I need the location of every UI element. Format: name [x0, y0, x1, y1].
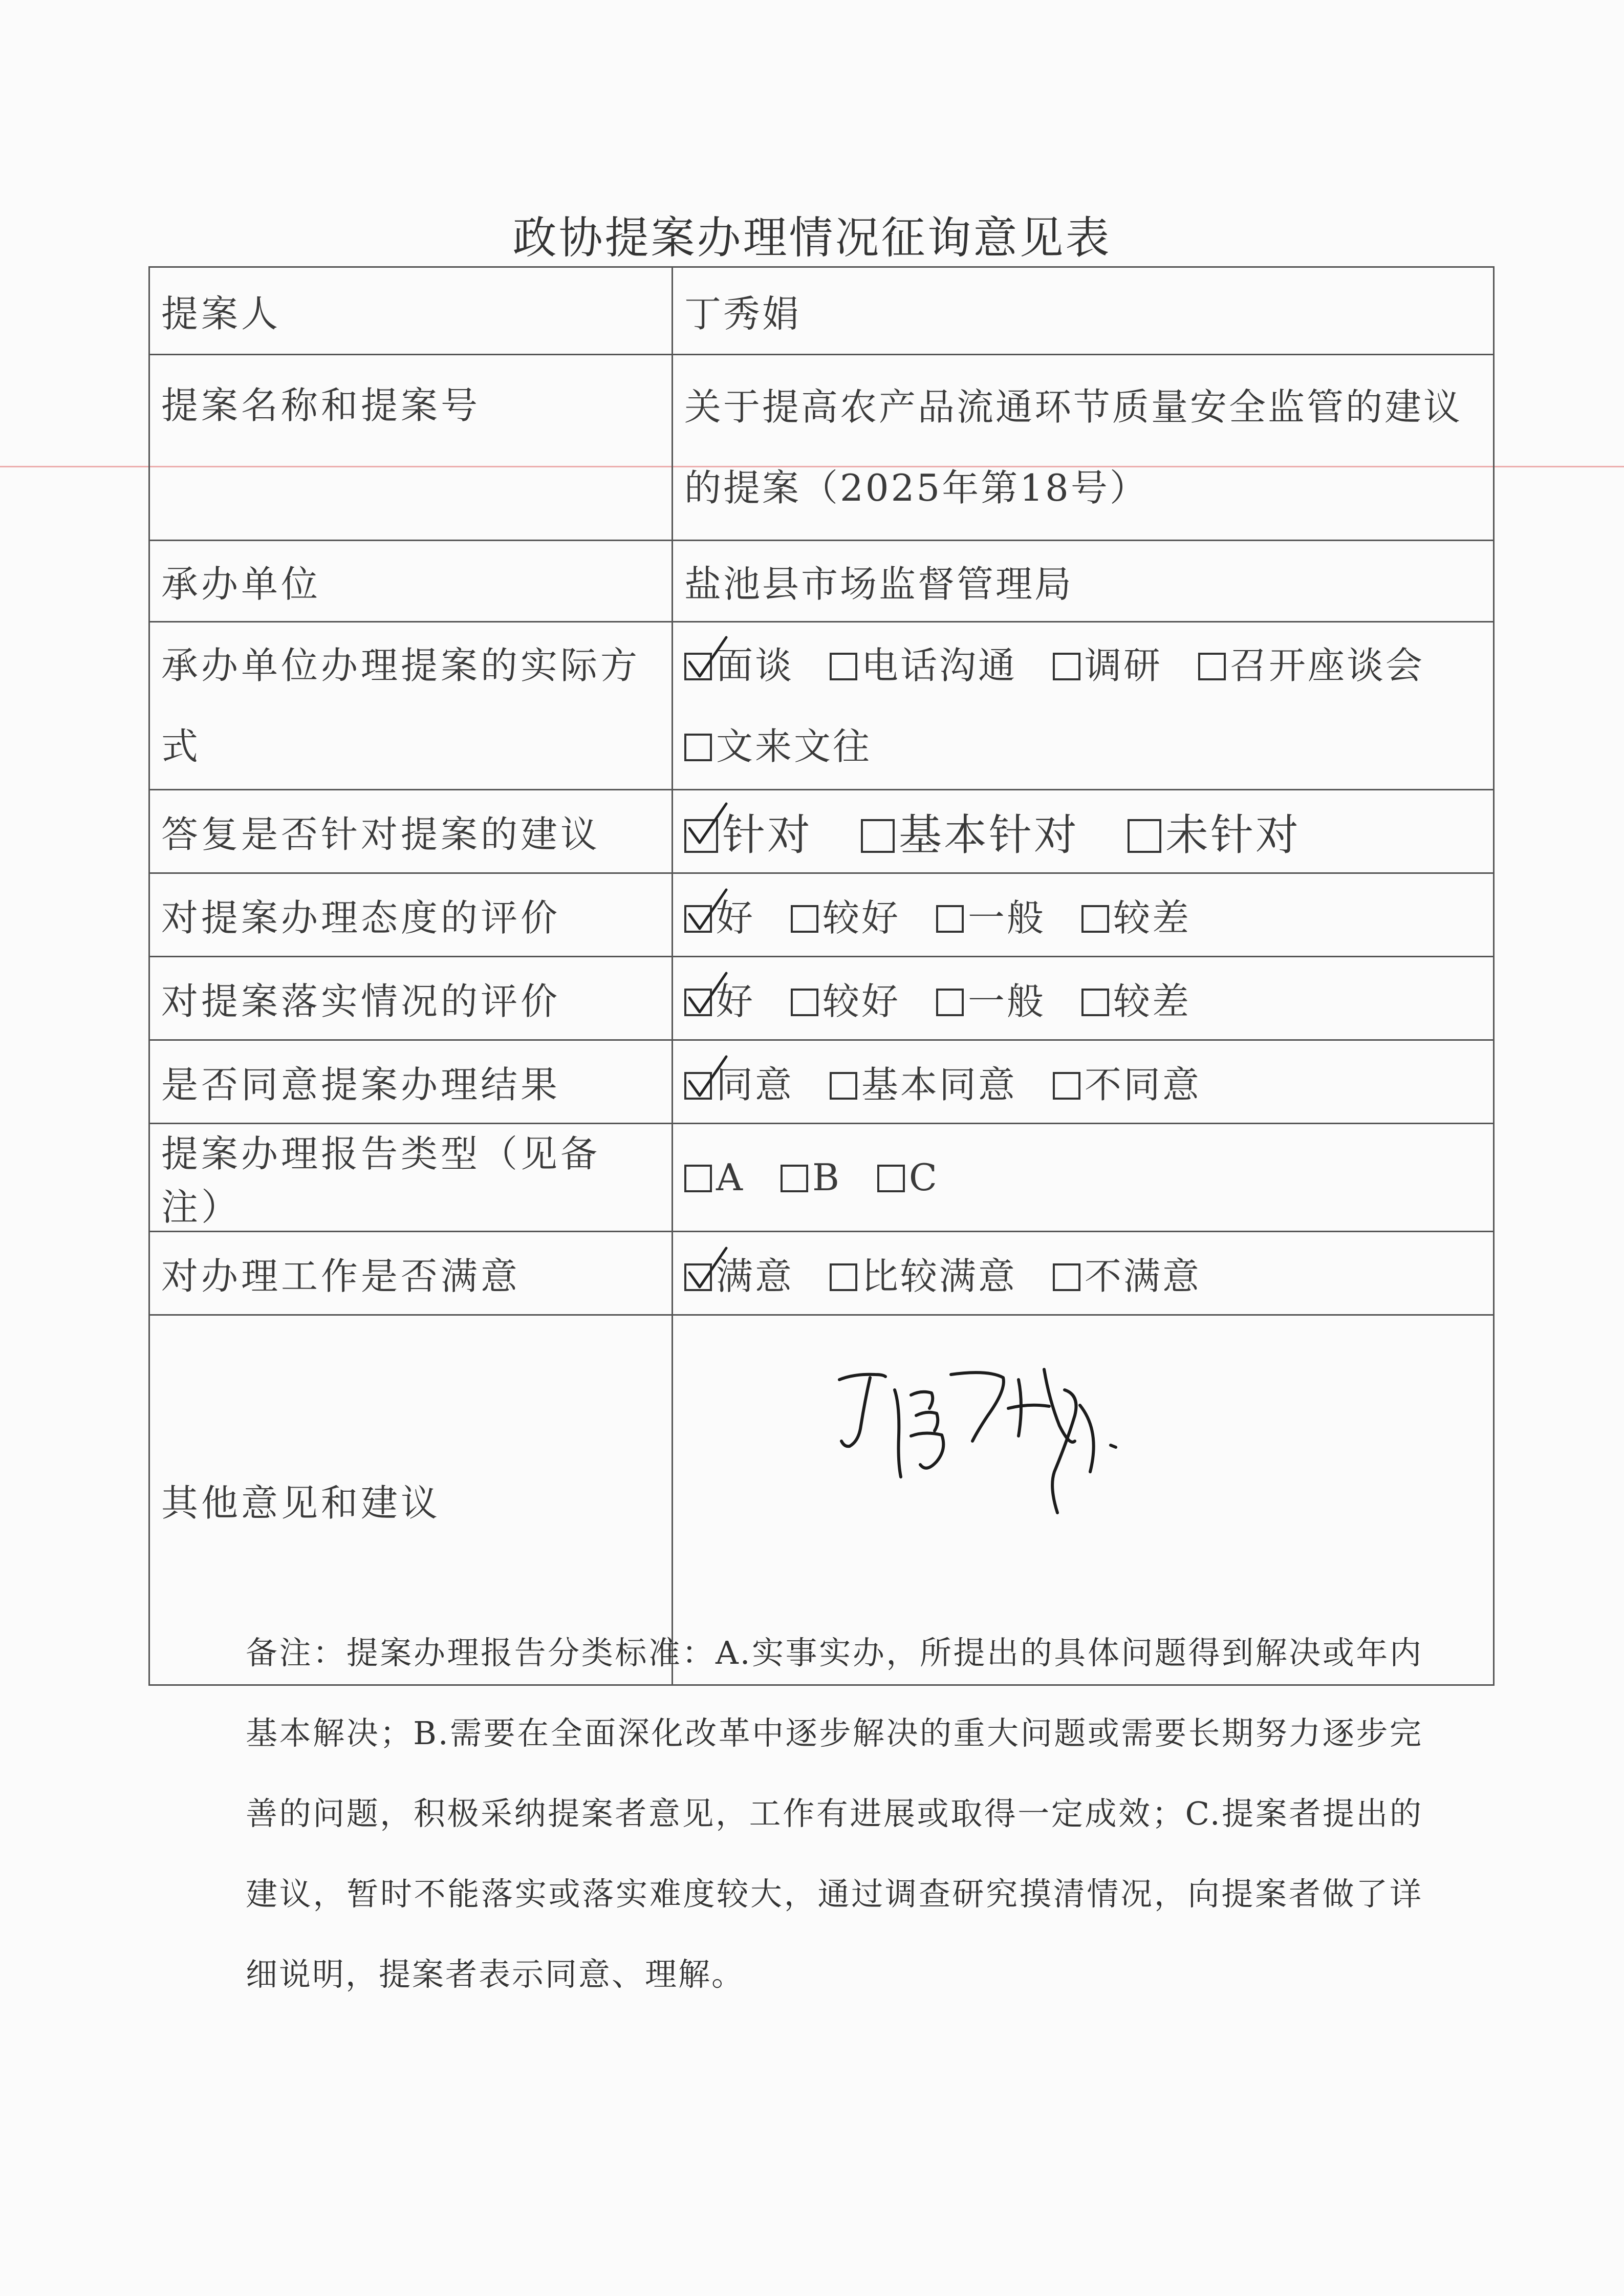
checkbox-option-method[interactable]	[684, 625, 794, 706]
options-implementation	[684, 972, 1482, 1025]
options-satisfied	[684, 1247, 1482, 1300]
checked-box-icon[interactable]	[684, 653, 712, 680]
row-targeted	[149, 790, 1494, 873]
checkbox-option-satisfied[interactable]	[684, 1247, 794, 1300]
options-attitude	[684, 888, 1482, 941]
label-satisfied: 对办理工作是否满意	[149, 1232, 673, 1315]
checkbox-label: 较好	[822, 980, 901, 1023]
row-unit	[149, 541, 1494, 622]
unchecked-box-icon[interactable]	[1081, 989, 1109, 1016]
unchecked-box-icon[interactable]	[684, 734, 712, 761]
page-title: 政协提案办理情况征询意见表	[512, 212, 1112, 264]
opinion-form-table	[148, 266, 1495, 1686]
checkbox-label: 较好	[822, 896, 901, 939]
notes-paragraph: 备注：提案办理报告分类标准：A.实事实办，所提出的具体问题得到解决或年内基本解决；B.需要在全面深化改革中逐步解决的重大问题或需要长期努力逐步完善的问题，积极采纳提案者意见，工作有进展或取得一定成效；C.提案者提出的建议，暂时不能落实或落实难度较大，通过调查研究摸清情况，向提案者做了详细说明，提案者表示同意、理解。	[246, 1634, 1423, 1993]
checked-box-icon[interactable]	[684, 819, 718, 853]
checkbox-option-attitude[interactable]	[1081, 888, 1191, 941]
checkbox-label: 未针对	[1165, 809, 1301, 860]
checkbox-option-targeted[interactable]	[861, 801, 1079, 863]
checkbox-label: 不满意	[1085, 1255, 1202, 1298]
unchecked-box-icon[interactable]	[830, 1072, 857, 1100]
value-targeted-cell	[673, 790, 1494, 873]
row-attitude	[149, 873, 1494, 957]
checkbox-label: 召开座谈会	[1230, 643, 1425, 687]
checked-box-icon[interactable]	[684, 1072, 712, 1100]
label-proposal: 提案名称和提案号	[149, 355, 673, 541]
checkbox-option-method[interactable]	[684, 706, 872, 787]
options-agree	[684, 1055, 1482, 1108]
unchecked-box-icon[interactable]	[791, 989, 818, 1016]
checked-box-icon[interactable]	[684, 989, 712, 1016]
label-method-cell	[149, 622, 673, 790]
row-proposer	[149, 267, 1494, 355]
row-implementation	[149, 957, 1494, 1040]
options-report-type	[684, 1156, 1482, 1199]
checkbox-label: 同意	[716, 1063, 794, 1106]
checkbox-option-attitude[interactable]	[936, 888, 1046, 941]
label-method: 承办单位办理提案的实际方式	[161, 643, 641, 768]
row-method	[149, 622, 1494, 790]
checkbox-option-attitude[interactable]	[684, 888, 755, 941]
checkbox-label: 基本针对	[899, 809, 1079, 860]
checkbox-label: C	[908, 1156, 940, 1199]
value-method-cell	[673, 622, 1494, 790]
label-targeted: 答复是否针对提案的建议	[149, 790, 673, 873]
checkbox-option-implementation[interactable]	[684, 972, 755, 1025]
checkbox-label: 比较满意	[861, 1255, 1017, 1298]
value-satisfied-cell	[673, 1232, 1494, 1315]
checkbox-option-agree[interactable]	[830, 1055, 1017, 1108]
checkbox-label: 满意	[716, 1255, 794, 1298]
options-targeted	[684, 801, 1482, 863]
label-proposer: 提案人	[149, 267, 673, 355]
label-other: 其他意见和建议	[149, 1315, 673, 1685]
value-report-type-cell	[673, 1124, 1494, 1232]
checkbox-label: 电话沟通	[861, 643, 1017, 687]
checkbox-option-satisfied[interactable]	[1053, 1247, 1201, 1300]
unchecked-box-icon[interactable]	[830, 653, 857, 680]
checkbox-label: 一般	[968, 980, 1046, 1023]
unchecked-box-icon[interactable]	[791, 905, 818, 933]
value-implementation-cell	[673, 957, 1494, 1040]
value-agree-cell	[673, 1040, 1494, 1124]
label-attitude: 对提案办理态度的评价	[149, 873, 673, 957]
checkbox-option-agree[interactable]	[684, 1055, 794, 1108]
value-proposal: 关于提高农产品流通环节质量安全监管的建议的提案（2025年第18号）	[684, 385, 1463, 509]
value-proposal-cell	[673, 355, 1494, 541]
checkbox-option-report_type[interactable]	[684, 1156, 745, 1199]
label-unit: 承办单位	[149, 541, 673, 622]
options-method	[684, 625, 1482, 787]
unchecked-box-icon[interactable]	[1198, 653, 1226, 680]
unchecked-box-icon[interactable]	[936, 905, 964, 933]
checkbox-option-report_type[interactable]	[781, 1156, 841, 1199]
unchecked-box-icon[interactable]	[1053, 1072, 1080, 1100]
value-proposer: 丁秀娟	[673, 267, 1494, 355]
label-report-type: 提案办理报告类型（见备注）	[149, 1124, 673, 1232]
checkbox-label: A	[716, 1156, 745, 1199]
row-satisfied	[149, 1232, 1494, 1315]
checkbox-option-method[interactable]	[830, 625, 1017, 706]
unchecked-box-icon[interactable]	[936, 989, 964, 1016]
unchecked-box-icon[interactable]	[877, 1165, 905, 1192]
checkbox-option-method[interactable]	[1198, 625, 1424, 706]
checkbox-label: 针对	[722, 809, 813, 860]
checkbox-option-implementation[interactable]	[791, 972, 900, 1025]
checkbox-option-satisfied[interactable]	[830, 1247, 1017, 1300]
unchecked-box-icon[interactable]	[1053, 1263, 1080, 1291]
checkbox-label: 一般	[968, 896, 1046, 939]
checkbox-option-method[interactable]	[1053, 625, 1162, 706]
checkbox-label: 较差	[1113, 980, 1192, 1023]
checkbox-label: 文来文往	[716, 724, 872, 768]
row-agree	[149, 1040, 1494, 1124]
checked-box-icon[interactable]	[684, 905, 712, 933]
value-unit: 盐池县市场监督管理局	[673, 541, 1494, 622]
checkbox-option-implementation[interactable]	[1081, 972, 1191, 1025]
value-attitude-cell	[673, 873, 1494, 957]
checkbox-option-report_type[interactable]	[877, 1156, 939, 1199]
checkbox-option-agree[interactable]	[1053, 1055, 1201, 1108]
checkbox-label: 面谈	[716, 643, 794, 687]
checkbox-label: 不同意	[1085, 1063, 1202, 1106]
checkbox-label: 好	[716, 896, 755, 939]
checkbox-option-attitude[interactable]	[791, 888, 900, 941]
row-report-type	[149, 1124, 1494, 1232]
unchecked-box-icon[interactable]	[1053, 653, 1080, 680]
label-agree: 是否同意提案办理结果	[149, 1040, 673, 1124]
checkbox-label: 好	[716, 980, 755, 1023]
checkbox-label: 调研	[1085, 643, 1163, 687]
checkbox-label: B	[812, 1156, 841, 1199]
unchecked-box-icon[interactable]	[781, 1165, 808, 1192]
checkbox-label: 较差	[1113, 896, 1192, 939]
label-implementation: 对提案落实情况的评价	[149, 957, 673, 1040]
checkbox-option-targeted[interactable]	[684, 801, 812, 863]
handwritten-signature	[834, 1359, 1152, 1528]
checkbox-label: 基本同意	[861, 1063, 1017, 1106]
unchecked-box-icon[interactable]	[684, 1165, 712, 1192]
unchecked-box-icon[interactable]	[1128, 819, 1161, 853]
checkbox-option-targeted[interactable]	[1128, 801, 1301, 863]
checked-box-icon[interactable]	[684, 1263, 712, 1291]
unchecked-box-icon[interactable]	[1081, 905, 1109, 933]
unchecked-box-icon[interactable]	[861, 819, 895, 853]
checkbox-option-implementation[interactable]	[936, 972, 1046, 1025]
unchecked-box-icon[interactable]	[830, 1263, 857, 1291]
row-proposal	[149, 355, 1494, 541]
